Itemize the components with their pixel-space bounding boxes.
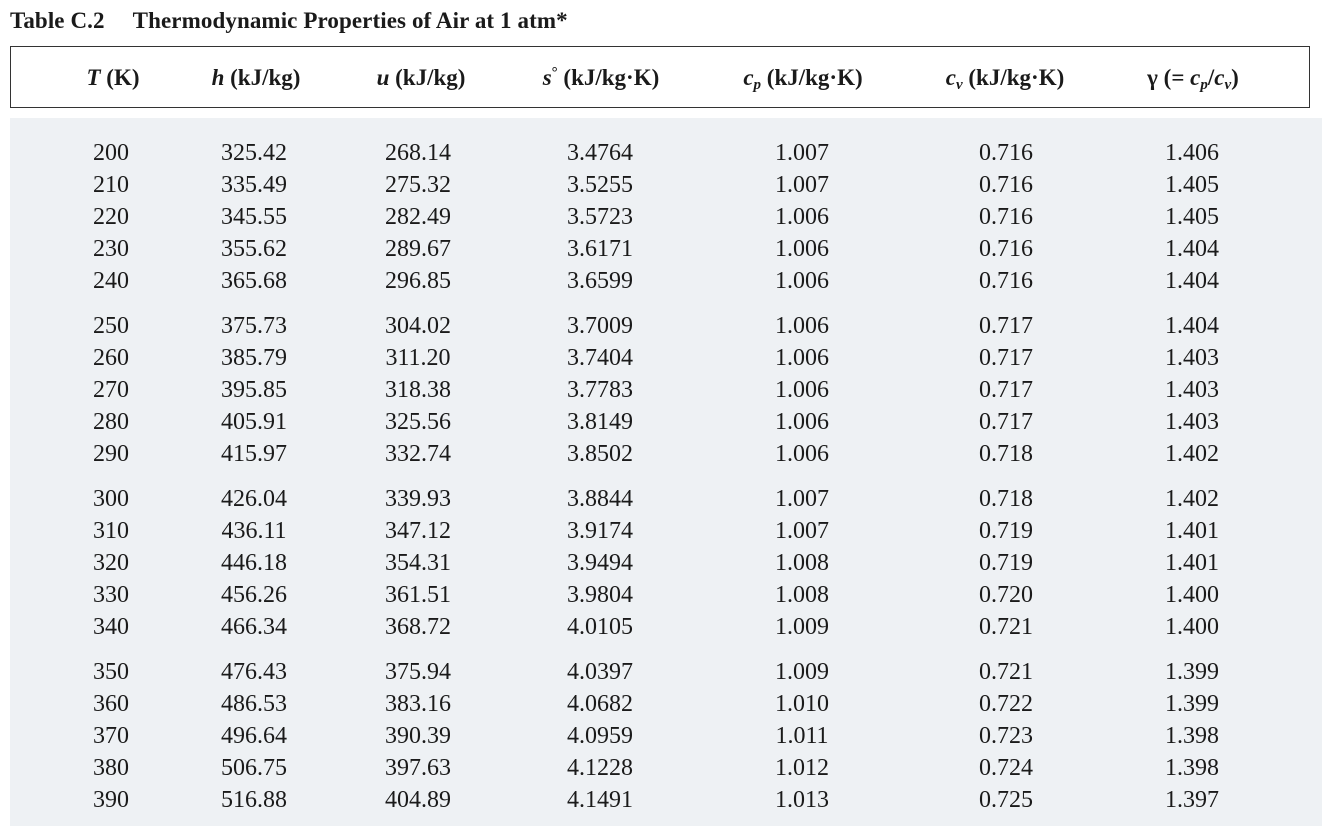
cell-cv: 0.719 bbox=[979, 550, 1033, 576]
cell-temperature: 200 bbox=[93, 140, 129, 166]
cell-cv: 0.717 bbox=[979, 409, 1033, 435]
cell-gamma: 1.404 bbox=[1165, 236, 1219, 262]
cell-cp: 1.006 bbox=[775, 409, 829, 435]
cell-cp: 1.006 bbox=[775, 313, 829, 339]
cell-cv: 0.716 bbox=[979, 172, 1033, 198]
header-cv: $c_v$ (kJ/kg·K) bbox=[945, 65, 1065, 93]
cell-enthalpy: 446.18 bbox=[221, 550, 287, 576]
cell-entropy: 4.0105 bbox=[567, 614, 633, 640]
table-title: Thermodynamic Properties of Air at 1 atm* bbox=[132, 8, 568, 33]
cell-temperature: 340 bbox=[93, 614, 129, 640]
cell-cv: 0.718 bbox=[979, 441, 1033, 467]
header-temperature: T (K) bbox=[86, 65, 140, 90]
cell-cv: 0.717 bbox=[979, 345, 1033, 371]
table-row bbox=[10, 169, 1322, 201]
cell-internal-energy: 397.63 bbox=[385, 755, 451, 781]
cell-cp: 1.010 bbox=[775, 691, 829, 717]
cell-gamma: 1.402 bbox=[1165, 441, 1219, 467]
cell-gamma: 1.403 bbox=[1165, 377, 1219, 403]
cell-cp: 1.008 bbox=[775, 550, 829, 576]
table-row bbox=[10, 233, 1322, 265]
cell-gamma: 1.405 bbox=[1165, 172, 1219, 198]
cell-cv: 0.717 bbox=[979, 313, 1033, 339]
cell-cv: 0.720 bbox=[979, 582, 1033, 608]
cell-enthalpy: 405.91 bbox=[221, 409, 287, 435]
cell-cv: 0.718 bbox=[979, 486, 1033, 512]
cell-cp: 1.007 bbox=[775, 486, 829, 512]
cell-internal-energy: 275.32 bbox=[385, 172, 451, 198]
cell-entropy: 4.0397 bbox=[567, 659, 633, 685]
cell-gamma: 1.406 bbox=[1165, 140, 1219, 166]
table-row bbox=[10, 720, 1322, 752]
cell-enthalpy: 456.26 bbox=[221, 582, 287, 608]
cell-entropy: 4.0682 bbox=[567, 691, 633, 717]
table-caption bbox=[10, 8, 568, 34]
cell-cv: 0.716 bbox=[979, 268, 1033, 294]
cell-cv: 0.717 bbox=[979, 377, 1033, 403]
cell-entropy: 3.9174 bbox=[567, 518, 633, 544]
cell-cp: 1.007 bbox=[775, 140, 829, 166]
cell-internal-energy: 318.38 bbox=[385, 377, 451, 403]
cell-temperature: 280 bbox=[93, 409, 129, 435]
cell-gamma: 1.399 bbox=[1165, 691, 1219, 717]
cell-temperature: 380 bbox=[93, 755, 129, 781]
cell-temperature: 360 bbox=[93, 691, 129, 717]
cell-entropy: 3.7009 bbox=[567, 313, 633, 339]
table-row bbox=[10, 265, 1322, 297]
cell-temperature: 270 bbox=[93, 377, 129, 403]
cell-temperature: 300 bbox=[93, 486, 129, 512]
header-entropy: s° (kJ/kg·K) bbox=[542, 65, 660, 90]
table-row bbox=[10, 515, 1322, 547]
cell-cp: 1.009 bbox=[775, 614, 829, 640]
cell-temperature: 370 bbox=[93, 723, 129, 749]
cell-enthalpy: 496.64 bbox=[221, 723, 287, 749]
cell-entropy: 3.9804 bbox=[567, 582, 633, 608]
table-row bbox=[10, 656, 1322, 688]
cell-enthalpy: 395.85 bbox=[221, 377, 287, 403]
cell-enthalpy: 415.97 bbox=[221, 441, 287, 467]
cell-enthalpy: 506.75 bbox=[221, 755, 287, 781]
cell-internal-energy: 390.39 bbox=[385, 723, 451, 749]
cell-cv: 0.724 bbox=[979, 755, 1033, 781]
table-row bbox=[10, 547, 1322, 579]
cell-cp: 1.006 bbox=[775, 441, 829, 467]
cell-enthalpy: 516.88 bbox=[221, 787, 287, 813]
cell-temperature: 350 bbox=[93, 659, 129, 685]
cell-enthalpy: 345.55 bbox=[221, 204, 287, 230]
table-row bbox=[10, 342, 1322, 374]
cell-gamma: 1.405 bbox=[1165, 204, 1219, 230]
cell-gamma: 1.401 bbox=[1165, 518, 1219, 544]
cell-temperature: 230 bbox=[93, 236, 129, 262]
cell-cp: 1.007 bbox=[775, 172, 829, 198]
cell-entropy: 3.6171 bbox=[567, 236, 633, 262]
cell-cp: 1.006 bbox=[775, 236, 829, 262]
table-row bbox=[10, 406, 1322, 438]
cell-enthalpy: 355.62 bbox=[221, 236, 287, 262]
cell-temperature: 320 bbox=[93, 550, 129, 576]
cell-enthalpy: 325.42 bbox=[221, 140, 287, 166]
cell-cv: 0.719 bbox=[979, 518, 1033, 544]
table-number: Table C.2 bbox=[10, 8, 105, 33]
cell-internal-energy: 296.85 bbox=[385, 268, 451, 294]
cell-temperature: 250 bbox=[93, 313, 129, 339]
cell-cv: 0.721 bbox=[979, 614, 1033, 640]
cell-gamma: 1.398 bbox=[1165, 755, 1219, 781]
cell-temperature: 210 bbox=[93, 172, 129, 198]
cell-enthalpy: 486.53 bbox=[221, 691, 287, 717]
cell-cv: 0.722 bbox=[979, 691, 1033, 717]
cell-internal-energy: 268.14 bbox=[385, 140, 451, 166]
cell-internal-energy: 289.67 bbox=[385, 236, 451, 262]
cell-internal-energy: 311.20 bbox=[385, 345, 451, 371]
header-cp: $c_p$ (kJ/kg·K) bbox=[743, 65, 863, 93]
cell-gamma: 1.400 bbox=[1165, 582, 1219, 608]
cell-entropy: 4.0959 bbox=[567, 723, 633, 749]
cell-internal-energy: 368.72 bbox=[385, 614, 451, 640]
cell-enthalpy: 436.11 bbox=[221, 518, 287, 544]
cell-internal-energy: 383.16 bbox=[385, 691, 451, 717]
table-row bbox=[10, 310, 1322, 342]
cell-enthalpy: 476.43 bbox=[221, 659, 287, 685]
cell-gamma: 1.404 bbox=[1165, 313, 1219, 339]
cell-gamma: 1.397 bbox=[1165, 787, 1219, 813]
cell-cv: 0.721 bbox=[979, 659, 1033, 685]
cell-internal-energy: 325.56 bbox=[385, 409, 451, 435]
cell-cp: 1.007 bbox=[775, 518, 829, 544]
table-row bbox=[10, 579, 1322, 611]
cell-gamma: 1.403 bbox=[1165, 345, 1219, 371]
cell-gamma: 1.399 bbox=[1165, 659, 1219, 685]
cell-cv: 0.716 bbox=[979, 140, 1033, 166]
cell-temperature: 260 bbox=[93, 345, 129, 371]
cell-entropy: 3.9494 bbox=[567, 550, 633, 576]
cell-gamma: 1.400 bbox=[1165, 614, 1219, 640]
cell-cv: 0.725 bbox=[979, 787, 1033, 813]
cell-cp: 1.006 bbox=[775, 204, 829, 230]
cell-cp: 1.012 bbox=[775, 755, 829, 781]
cell-internal-energy: 347.12 bbox=[385, 518, 451, 544]
header-gamma: γ (= $c_p/c_v$) bbox=[1147, 65, 1239, 93]
cell-enthalpy: 365.68 bbox=[221, 268, 287, 294]
cell-internal-energy: 332.74 bbox=[385, 441, 451, 467]
table-row bbox=[10, 438, 1322, 470]
cell-enthalpy: 335.49 bbox=[221, 172, 287, 198]
cell-cp: 1.009 bbox=[775, 659, 829, 685]
cell-entropy: 3.5255 bbox=[567, 172, 633, 198]
table-row bbox=[10, 374, 1322, 406]
cell-enthalpy: 385.79 bbox=[221, 345, 287, 371]
cell-temperature: 330 bbox=[93, 582, 129, 608]
cell-entropy: 3.4764 bbox=[567, 140, 633, 166]
cell-entropy: 4.1491 bbox=[567, 787, 633, 813]
table-header bbox=[10, 46, 1310, 108]
cell-cp: 1.011 bbox=[775, 723, 829, 749]
cell-cv: 0.716 bbox=[979, 236, 1033, 262]
cell-gamma: 1.403 bbox=[1165, 409, 1219, 435]
cell-cp: 1.006 bbox=[775, 345, 829, 371]
header-enthalpy: h (kJ/kg) bbox=[211, 65, 301, 90]
cell-internal-energy: 339.93 bbox=[385, 486, 451, 512]
cell-temperature: 220 bbox=[93, 204, 129, 230]
cell-cv: 0.723 bbox=[979, 723, 1033, 749]
cell-cp: 1.006 bbox=[775, 268, 829, 294]
cell-gamma: 1.402 bbox=[1165, 486, 1219, 512]
table-body bbox=[10, 118, 1322, 826]
cell-entropy: 3.8149 bbox=[567, 409, 633, 435]
cell-enthalpy: 466.34 bbox=[221, 614, 287, 640]
cell-internal-energy: 354.31 bbox=[385, 550, 451, 576]
cell-entropy: 3.5723 bbox=[567, 204, 633, 230]
cell-cv: 0.716 bbox=[979, 204, 1033, 230]
cell-entropy: 3.7783 bbox=[567, 377, 633, 403]
table-row bbox=[10, 201, 1322, 233]
cell-gamma: 1.404 bbox=[1165, 268, 1219, 294]
cell-cp: 1.013 bbox=[775, 787, 829, 813]
cell-internal-energy: 361.51 bbox=[385, 582, 451, 608]
cell-entropy: 4.1228 bbox=[567, 755, 633, 781]
cell-enthalpy: 375.73 bbox=[221, 313, 287, 339]
cell-entropy: 3.7404 bbox=[567, 345, 633, 371]
table-row bbox=[10, 137, 1322, 169]
cell-entropy: 3.6599 bbox=[567, 268, 633, 294]
cell-temperature: 240 bbox=[93, 268, 129, 294]
cell-temperature: 310 bbox=[93, 518, 129, 544]
table-row bbox=[10, 611, 1322, 643]
cell-temperature: 390 bbox=[93, 787, 129, 813]
table-row bbox=[10, 752, 1322, 784]
table-row bbox=[10, 483, 1322, 515]
table-row bbox=[10, 688, 1322, 720]
cell-cp: 1.006 bbox=[775, 377, 829, 403]
cell-internal-energy: 304.02 bbox=[385, 313, 451, 339]
cell-temperature: 290 bbox=[93, 441, 129, 467]
cell-gamma: 1.398 bbox=[1165, 723, 1219, 749]
table-row bbox=[10, 784, 1322, 816]
cell-entropy: 3.8502 bbox=[567, 441, 633, 467]
cell-internal-energy: 375.94 bbox=[385, 659, 451, 685]
cell-cp: 1.008 bbox=[775, 582, 829, 608]
cell-gamma: 1.401 bbox=[1165, 550, 1219, 576]
cell-internal-energy: 282.49 bbox=[385, 204, 451, 230]
cell-entropy: 3.8844 bbox=[567, 486, 633, 512]
header-internal-energy: u (kJ/kg) bbox=[376, 65, 466, 90]
cell-internal-energy: 404.89 bbox=[385, 787, 451, 813]
cell-enthalpy: 426.04 bbox=[221, 486, 287, 512]
